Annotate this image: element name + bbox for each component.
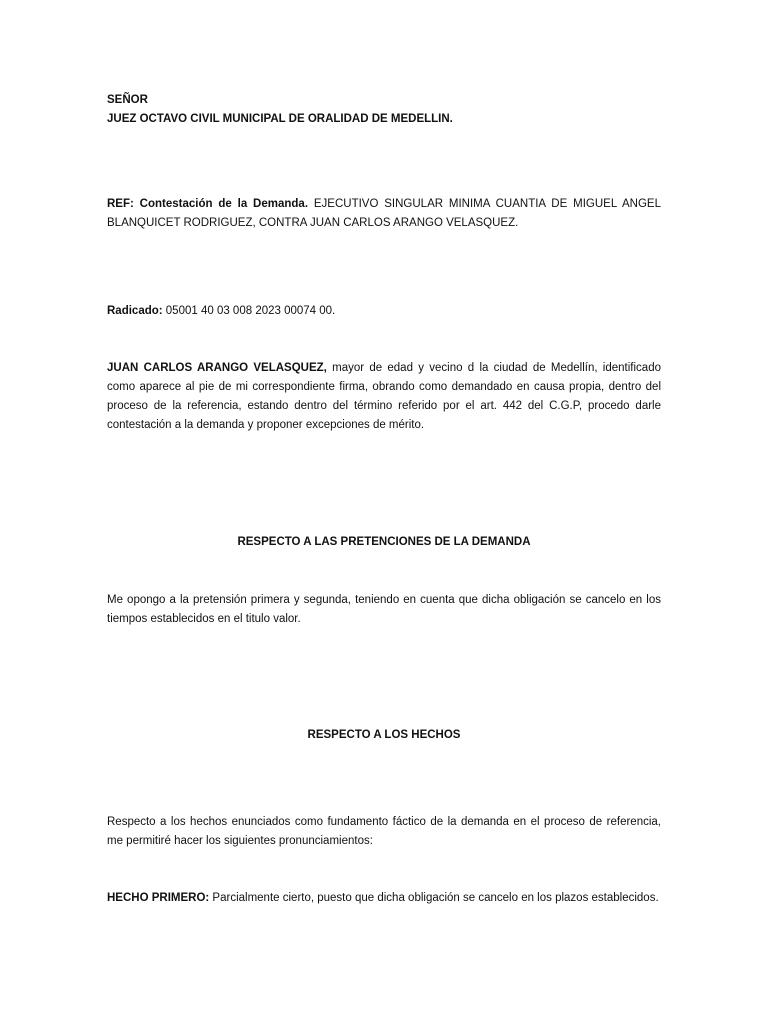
reference-paragraph: [107, 195, 661, 233]
hecho-primero-text: Parcialmente cierto, puesto que dicha obligación se cancelo en los plazos establecidos.: [209, 892, 659, 904]
intro-text: mayor de edad y vecino d la ciudad de Medellín, identificado como aparece al pie de mi correspondiente firma, obrando como demandado en causa propia, dentro del proceso de la referencia, estando dentro del término referido por el art. 442 del C.G.P, procedo darle contestación a la demanda y proponer excepciones de mérito.: [107, 362, 661, 431]
reference-text: EJECUTIVO SINGULAR MINIMA CUANTIA DE MIGUEL ANGEL BLANQUICET RODRIGUEZ, CONTRA JUAN CARLOS ARANGO VELASQUEZ.: [107, 198, 661, 229]
addressee: JUEZ OCTAVO CIVIL MUNICIPAL DE ORALIDAD DE MEDELLIN.: [107, 113, 453, 125]
addressee-block: [107, 91, 661, 129]
hechos-paragraph: Respecto a los hechos enunciados como fundamento fáctico de la demanda en el proceso de referencia, me permitiré hacer los siguientes pronunciamientos:: [107, 816, 661, 847]
defendant-name: JUAN CARLOS ARANGO VELASQUEZ,: [107, 362, 327, 374]
radicado-line: [107, 302, 661, 321]
radicado-value: 05001 40 03 008 2023 00074 00.: [162, 305, 336, 317]
hecho-primero-paragraph: [107, 889, 661, 908]
reference-label: REF: Contestación de la Demanda.: [107, 198, 309, 210]
heading-pretensiones: RESPECTO A LAS PRETENCIONES DE LA DEMANDA: [237, 536, 531, 548]
intro-paragraph: [107, 359, 661, 435]
pretensiones-paragraph: Me opongo a la pretensión primera y segunda, teniendo en cuenta que dicha obligación se cancelo en los tiempos establecidos en el titulo valor.: [107, 594, 661, 625]
hecho-primero-label: HECHO PRIMERO:: [107, 892, 210, 904]
heading-hechos: RESPECTO A LOS HECHOS: [307, 729, 461, 741]
salutation: SEÑOR: [107, 94, 148, 106]
radicado-label: Radicado:: [107, 305, 163, 317]
